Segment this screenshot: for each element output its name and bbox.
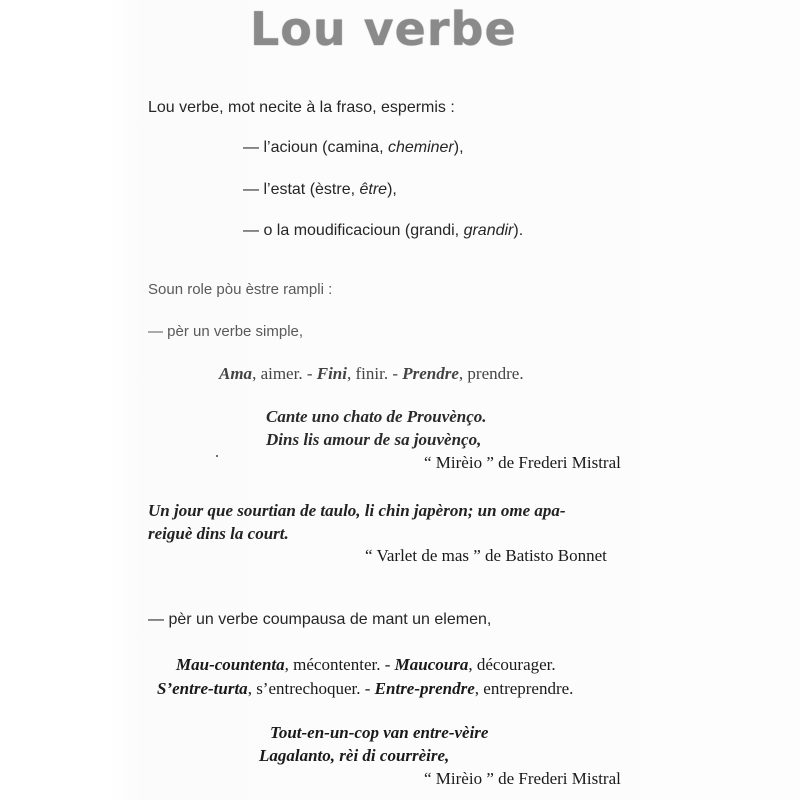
example-translation: , entreprendre. bbox=[474, 679, 574, 698]
example-word: Fini bbox=[316, 364, 347, 383]
example-word: Ama bbox=[219, 364, 253, 383]
example-translation: , finir. - bbox=[346, 364, 403, 383]
example-translation: , prendre. bbox=[458, 364, 524, 383]
prose-line: reiguè dins la court. bbox=[148, 524, 289, 543]
page-margin bbox=[0, 0, 110, 800]
bullet-text: l’acioun (camina, bbox=[263, 139, 388, 156]
bullet-state bbox=[243, 181, 397, 199]
bullet-dash: — bbox=[243, 139, 259, 156]
bullet-dash: — bbox=[243, 222, 259, 239]
example-translation: , aimer. - bbox=[252, 364, 317, 383]
role-text: Soun role pòu èstre rampli : bbox=[148, 281, 333, 298]
verse-line: Dins lis amour de sa jouvènço, bbox=[266, 430, 482, 449]
bullet-text: o la moudificacioun (grandi, bbox=[263, 222, 464, 239]
example-translation: , décourager. bbox=[468, 655, 556, 674]
bullet-italic: être bbox=[359, 181, 388, 198]
bullet-italic: cheminer bbox=[387, 139, 454, 156]
compound-verb-heading: — pèr un verbe coumpausa de mant un elemen, bbox=[148, 611, 492, 628]
example-word: Mau-countenta bbox=[176, 655, 285, 674]
example-word: Entre-prendre bbox=[374, 679, 475, 698]
simple-verb-heading: — pèr un verbe simple, bbox=[148, 323, 304, 340]
prose-attribution: “ Varlet de mas ” de Batisto Bonnet bbox=[365, 546, 607, 565]
bullet-action bbox=[243, 139, 464, 157]
bullet-text-end: ). bbox=[513, 222, 524, 239]
example-word: Prendre bbox=[402, 364, 459, 383]
bullet-modification bbox=[243, 222, 523, 240]
bullet-italic: grandir bbox=[463, 222, 514, 239]
compound-examples-row bbox=[157, 679, 573, 699]
example-word: Maucoura bbox=[394, 655, 469, 674]
bullet-dash: — bbox=[243, 181, 259, 198]
verse-line: Lagalanto, rèi di courrèire, bbox=[259, 746, 450, 765]
example-translation: , s’entrechoquer. - bbox=[247, 679, 375, 698]
page-title: Lou verbe bbox=[250, 2, 517, 56]
compound-examples-row bbox=[176, 655, 556, 675]
prose-line: Un jour que sourtian de taulo, li chin japèron; un ome apa- bbox=[148, 501, 566, 520]
example-word: S’entre-turta bbox=[157, 679, 248, 698]
verse-line: Tout-en-un-cop van entre-vèire bbox=[270, 723, 489, 742]
bullet-text: l’estat (èstre, bbox=[263, 181, 360, 198]
print-speck bbox=[216, 455, 218, 457]
verse-attribution: “ Mirèio ” de Frederi Mistral bbox=[424, 453, 621, 472]
bullet-text-end: ), bbox=[387, 181, 397, 198]
bullet-text-end: ), bbox=[453, 139, 464, 156]
simple-verb-examples bbox=[219, 364, 524, 384]
example-translation: , mécontenter. - bbox=[284, 655, 395, 674]
verse-attribution: “ Mirèio ” de Frederi Mistral bbox=[424, 769, 621, 788]
intro-text: Lou verbe, mot necite à la fraso, espermis : bbox=[148, 99, 455, 116]
verse-line: Cante uno chato de Prouvènço. bbox=[266, 407, 487, 426]
